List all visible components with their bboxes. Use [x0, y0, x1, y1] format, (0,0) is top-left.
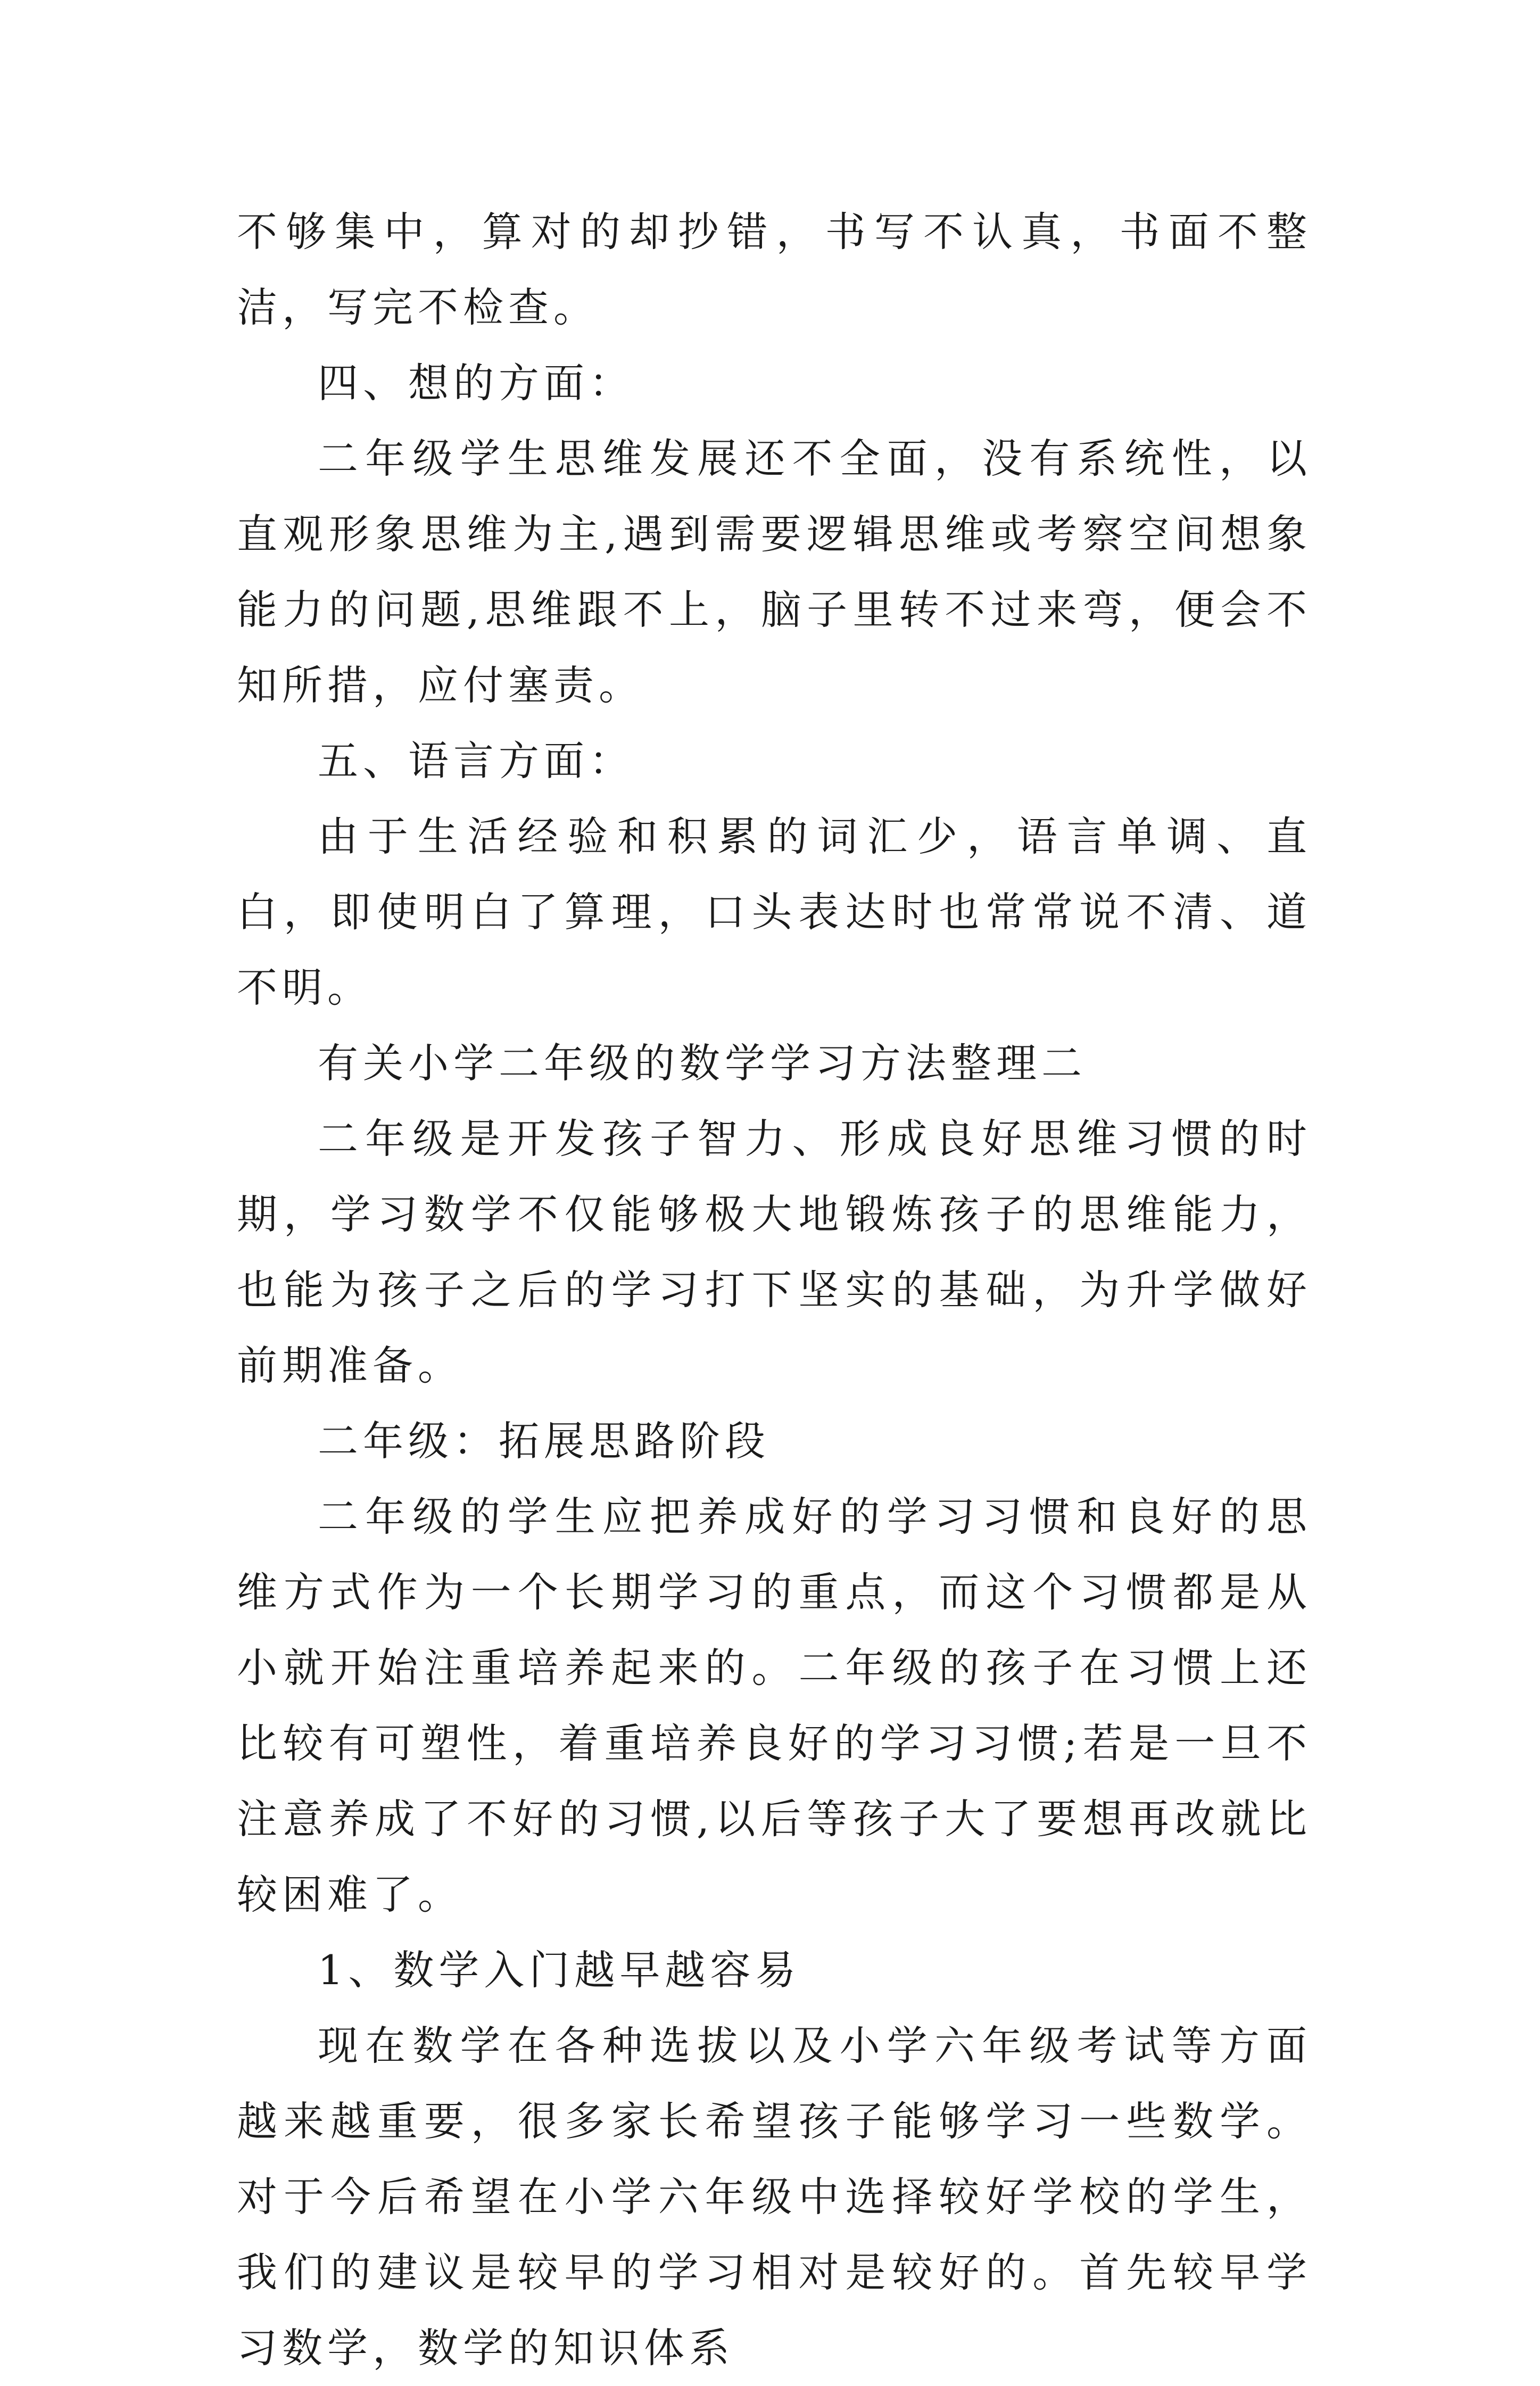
- paragraph-habits: 二年级的学生应把养成好的学习习惯和良好的思维方式作为一个长期学习的重点，而这个习惯都是从小就开始注重培养起来的。二年级的孩子在习惯上还比较有可塑性，着重培养良好的学习习惯;若是一旦不注意养成了不好的习惯,以后等孩子大了要想再改就比较困难了。: [237, 1493, 1312, 1918]
- paragraph-thinking: 二年级学生思维发展还不全面，没有系统性，以直观形象思维为主,遇到需要逻辑思维或考察空间想象能力的问题,思维跟不上，脑子里转不过来弯，便会不知所措，应付塞责。: [237, 435, 1312, 709]
- section-heading-language: 五、语言方面：: [318, 737, 634, 785]
- section-heading-thinking: 四、想的方面：: [318, 359, 634, 407]
- document-body: [237, 194, 1312, 2386]
- section-heading-stage: 二年级：拓展思路阶段: [318, 1417, 770, 1465]
- paragraph-intro: 二年级是开发孩子智力、形成良好思维习惯的时期，学习数学不仅能够极大地锻炼孩子的思维能力，也能为孩子之后的学习打下坚实的基础，为升学做好前期准备。: [237, 1115, 1312, 1389]
- section-heading-early-start: 1、数学入门越早越容易: [318, 1946, 801, 1994]
- paragraph-continuation: 不够集中，算对的却抄错，书写不认真，书面不整洁，写完不检查。: [237, 208, 1312, 331]
- paragraph-early-start: 现在数学在各种选拔以及小学六年级考试等方面越来越重要，很多家长希望孩子能够学习一些数学。对于今后希望在小学六年级中选择较好学校的学生，我们的建议是较早的学习相对是较好的。首先较早学习数学，数学的知识体系: [237, 2022, 1312, 2372]
- article-subtitle: 有关小学二年级的数学学习方法整理二: [318, 1039, 1087, 1087]
- paragraph-language: 由于生活经验和积累的词汇少，语言单调、直白，即使明白了算理，口头表达时也常常说不清、道不明。: [237, 813, 1312, 1011]
